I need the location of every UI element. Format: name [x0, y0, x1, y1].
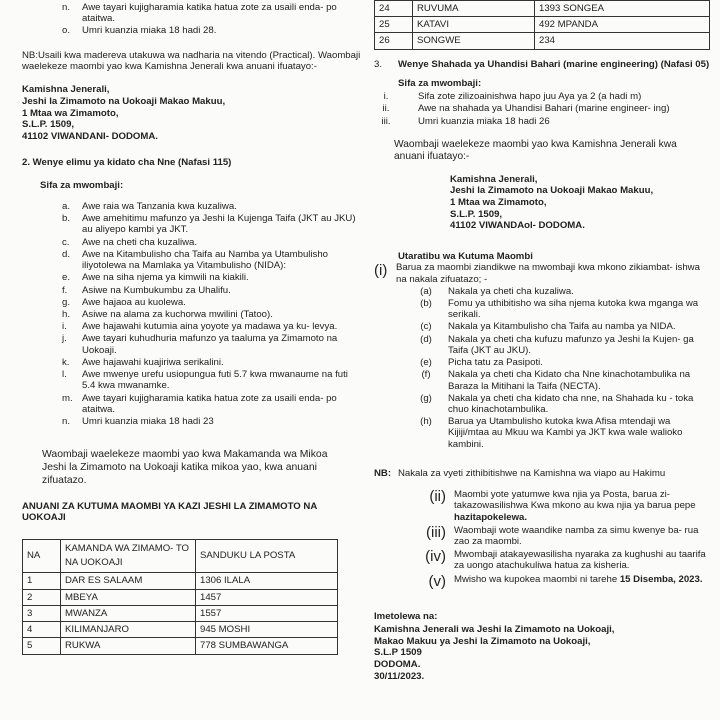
list-item — [374, 321, 710, 332]
table-cell: 1 — [23, 573, 61, 589]
list-item — [22, 321, 362, 332]
item-key: e. — [62, 272, 71, 284]
item-text: Awe raia wa Tanzania kwa kuzaliwa. — [82, 201, 237, 213]
list-item — [22, 309, 362, 320]
table-row — [375, 17, 710, 33]
address-line: Kamishna Jenerali, — [22, 84, 110, 96]
address-line: S.L.P. 1509, — [450, 208, 503, 220]
item-text: Umri kuanzia miaka 18 hadi 26 — [418, 115, 550, 127]
rule-number: (i) — [374, 262, 388, 280]
item-key: (e) — [420, 357, 432, 369]
rule-number: (iv) — [425, 548, 446, 566]
section-heading: Wenye Shahada ya Uhandisi Bahari (marine engineering) (Nafasi 05) — [398, 58, 710, 70]
rule-number: (v) — [428, 572, 446, 590]
rule-text-wrap — [454, 489, 710, 523]
list-item — [22, 393, 362, 415]
table-cell: 5 — [23, 638, 61, 654]
table-cell: 2 — [23, 589, 61, 605]
list-item — [22, 25, 362, 36]
item-key: (g) — [420, 392, 432, 404]
table-cell: 24 — [375, 1, 413, 17]
table-cell: 26 — [375, 33, 413, 49]
list-item — [374, 549, 710, 571]
item-text: Awe tayari kuhudhuria mafunzo ya taaluma ya Zimamoto na Uokoaji. — [82, 333, 338, 356]
address-line: 41102 VIWANDAol- DODOMA. — [450, 220, 585, 232]
address-block — [374, 174, 710, 233]
list-item — [374, 574, 710, 589]
item-key: c. — [62, 236, 70, 248]
list-item — [374, 369, 710, 391]
item-key: (b) — [420, 298, 432, 310]
table-cell: 492 MPANDA — [535, 17, 710, 33]
list-item — [22, 416, 362, 427]
list-item — [374, 525, 710, 547]
item-key: a. — [62, 201, 71, 213]
issuer-line: DODOMA. — [374, 658, 421, 670]
rule-text-wrap — [454, 525, 710, 547]
list-item — [22, 333, 362, 355]
list-item — [374, 116, 710, 127]
item-text: Sifa zote zilizoainishwa hapo juu Aya ya 2 (a hadi m) — [418, 91, 642, 103]
address-line: 41102 VIWANDANI- DODOMA. — [22, 130, 158, 142]
item-text: Awe na Kitambulisho cha Taifa au Namba ya Utambulisho iliyotolewa na Mamlaka ya Vitambulisho (NIDA): — [82, 248, 329, 272]
address-line: 1 Mtaa wa Zimamoto, — [22, 107, 119, 119]
rule-text: Maombi yote yatumwe kwa njia ya Posta, barua zi- takazowasilishwa Kwa mkono au kwa njia ya barua pepe — [454, 489, 696, 512]
table-header: NA — [23, 539, 61, 573]
address-line: Jeshi la Zimamoto na Uokoaji Makao Makuu, — [22, 95, 226, 107]
utaratibu-heading: Utaratibu wa Kutuma Maombi — [398, 251, 533, 263]
nb-note: NB:Usaili kwa madereva utakuwa wa nadharia na vitendo (Practical). Waombaji waelekeze maombi yao kwa Kamishna Jenerali kwa anuani ifuatayo:- — [22, 49, 361, 72]
issuer-block — [374, 624, 710, 683]
item-text: Awe hajawahi kutumia aina yoyote ya madawa ya ku- levya. — [82, 321, 338, 333]
address-line: Kamishna Jenerali, — [450, 173, 538, 185]
item-key: g. — [62, 296, 71, 308]
item-text: Awe tayari kujigharamia katika hatua zote za usaili enda- po ataitwa. — [82, 2, 337, 25]
right-column — [374, 0, 710, 682]
list-item — [22, 369, 362, 391]
rule-text: Mwisho wa kupokea maombi ni tarehe — [454, 573, 620, 585]
list-item — [374, 286, 710, 297]
table-cell: 25 — [375, 17, 413, 33]
item-text: Asiwe na Kumbukumbu za Uhalifu. — [82, 284, 231, 296]
nb-note — [374, 468, 710, 479]
item-key: iii. — [381, 115, 391, 127]
item-key: h. — [62, 309, 71, 321]
item-key: (h) — [420, 416, 432, 428]
rule-text: Mwombaji atakayewasilisha nyaraka za kughushi au taarifa za uongo atachukuliwa hatua za kisheria. — [454, 549, 706, 572]
list-item — [374, 357, 710, 368]
item-text: Awe na shahada ya Uhandisi Bahari (marine engineer- ing) — [418, 103, 670, 115]
table-cell: 1557 — [196, 605, 338, 621]
address-line: Jeshi la Zimamoto na Uokoaji Makao Makuu, — [450, 185, 654, 197]
item-text: Asiwe na alama za kuchorwa mwilini (Tatoo). — [82, 309, 273, 321]
item-text: Awe amehitimu mafunzo ya Jeshi la Kujenga Taifa (JKT au JKU) au aliyepo kambi ya JKT. — [82, 213, 356, 236]
item-key: (f) — [421, 369, 431, 381]
list-item — [374, 334, 710, 356]
item-key: d. — [62, 248, 71, 260]
documents-list — [374, 286, 710, 450]
list-item — [22, 237, 362, 248]
utaratibu-intro — [374, 262, 710, 284]
section-heading: 2. Wenye elimu ya kidato cha Nne (Nafasi 115) — [22, 156, 232, 168]
item-key: (a) — [420, 285, 432, 297]
item-text: Nakala ya cheti cha kuzaliwa. — [448, 285, 574, 297]
issuer-line: Kamishna Jenerali wa Jeshi la Zimamoto na Uokoaji, — [374, 623, 615, 635]
item-key: (d) — [420, 333, 432, 345]
issuer-line: S.L.P 1509 — [374, 647, 422, 659]
sifa-heading: Sifa za mwombaji: — [40, 179, 124, 191]
item-key: i. — [383, 91, 389, 103]
item-text: Nakala ya cheti cha Kidato cha Nne kinachotambulika na Baraza la Mitihani la Taifa (NECTA). — [448, 369, 691, 392]
direct-instruction: Waombaji waelekeze maombi yao kwa Kamishna Jenerali kwa anuani ifuatayo:- — [394, 138, 677, 163]
item-key: o. — [62, 25, 71, 37]
list-item — [22, 2, 362, 24]
nb-text: Nakala za vyeti zithibitishwe na Kamishna wa viapo au Hakimu — [398, 467, 666, 479]
rule-number: (ii) — [429, 488, 446, 506]
rule-emphasis: 15 Disemba, 2023. — [619, 573, 703, 585]
item-text: Fomu ya uthibitisho wa siha njema kutoka kwa mganga wa serikali. — [448, 298, 699, 321]
item-key: ii. — [382, 103, 390, 115]
table-cell: RUKWA — [61, 638, 196, 654]
section-number: 3. — [374, 58, 383, 70]
item-key: m. — [62, 392, 73, 404]
table-row — [23, 589, 338, 605]
list-item — [22, 213, 362, 235]
table-cell: SONGWE — [413, 33, 535, 49]
item-key: (c) — [420, 321, 432, 333]
table-cell: 1457 — [196, 589, 338, 605]
issued-label: Imetolewa na: — [374, 610, 438, 622]
address-line: 1 Mtaa wa Zimamoto, — [450, 197, 547, 209]
table-cell: 1393 SONGEA — [535, 1, 710, 17]
rule-number: (iii) — [426, 523, 446, 541]
nb-label: NB: — [374, 467, 392, 479]
item-text: Nakala ya cheti cha kufuzu mafunzo ya Jeshi la Kujen- ga Taifa (JKT au JKU). — [448, 333, 694, 356]
table-cell: KILIMANJARO — [61, 622, 196, 638]
issuer-line: Makao Makuu ya Jeshi la Zimamoto na Uokoaji, — [374, 635, 591, 647]
table-header-row — [23, 539, 338, 573]
table-cell: MWANZA — [61, 605, 196, 621]
table-cell: KATAVI — [413, 17, 535, 33]
list-item — [22, 285, 362, 296]
closing-instruction: Waombaji waelekeze maombi yao kwa Makamanda wa Mikoa Jeshi la Zimamoto na Uokoaji katika mikoa yao, kwa anuani zifuatazo. — [42, 449, 328, 486]
table-cell: 778 SUMBAWANGA — [196, 638, 338, 654]
address-table-continued — [374, 0, 710, 50]
list-item — [374, 393, 710, 415]
table-header: SANDUKU LA POSTA — [196, 539, 338, 573]
item-text: Nakala ya Kitambulisho cha Taifa au namba ya NIDA. — [448, 321, 676, 333]
table-cell: 4 — [23, 622, 61, 638]
sifa-heading: Sifa za mwombaji: — [398, 77, 482, 89]
item-text: Picha tatu za Pasipoti. — [448, 357, 543, 369]
list-item — [374, 103, 710, 114]
list-item — [374, 298, 710, 320]
item-key: n. — [62, 2, 71, 13]
list-item — [22, 249, 362, 271]
list-item — [22, 357, 362, 368]
item-key: i. — [62, 321, 67, 333]
rule-text-wrap — [454, 574, 710, 589]
table-cell: RUVUMA — [413, 1, 535, 17]
address-block — [22, 84, 362, 143]
list-item — [22, 297, 362, 308]
table-row — [23, 622, 338, 638]
address-line: S.L.P. 1509, — [22, 119, 75, 131]
item-key: j. — [62, 333, 67, 345]
table-cell: MBEYA — [61, 589, 196, 605]
list-item — [374, 489, 710, 523]
item-key: l. — [62, 369, 67, 381]
table-row — [23, 605, 338, 621]
table-row — [23, 638, 338, 654]
table-cell: 1306 ILALA — [196, 573, 338, 589]
item-text: Awe hajaoa au kuolewa. — [82, 296, 186, 308]
item-text: Nakala ya cheti cha kidato cha nne, na Shahada ku - toka chuo kinachotambulika. — [448, 392, 694, 415]
table-header: KAMANDA WA ZIMAMO- TO NA UOKOAJI — [61, 539, 196, 573]
issuer-line: 30/11/2023. — [374, 670, 425, 682]
list-item — [22, 272, 362, 283]
utaratibu-text: Barua za maombi ziandikwe na mwombaji kwa mkono zikiambat- ishwa na nakala zifuatazo; - — [396, 262, 700, 285]
item-text: Awe hajawahi kuajiriwa serikalini. — [82, 356, 224, 368]
table-row — [375, 1, 710, 17]
list-item — [374, 91, 710, 102]
item-text: Umri kuanzia miaka 18 hadi 23 — [82, 415, 214, 427]
table-cell: 234 — [535, 33, 710, 49]
item-text: Barua ya Utambulisho kutoka kwa Afisa mtendaji wa Kijiji/mtaa au Mkuu wa Kambi ya JKT kwa wale walioko kambini. — [448, 416, 683, 450]
list-item — [374, 416, 710, 450]
rules-list — [374, 489, 710, 589]
address-table — [22, 539, 338, 655]
table-row — [23, 573, 338, 589]
rule-text-wrap — [454, 549, 710, 571]
table-cell: 945 MOSHI — [196, 622, 338, 638]
item-text: Awe na siha njema ya kimwili na kiakili. — [82, 272, 249, 284]
table-cell: DAR ES SALAAM — [61, 573, 196, 589]
item-key: n. — [62, 415, 71, 427]
rule-emphasis: hazitapokelewa. — [454, 511, 528, 523]
section-3-heading-row — [374, 59, 710, 70]
item-key: k. — [62, 356, 70, 368]
list-item — [22, 201, 362, 212]
table-cell: 3 — [23, 605, 61, 621]
left-column — [22, 2, 362, 655]
item-text: Awe tayari kujigharamia katika hatua zote za usaili enda- po ataitwa. — [82, 392, 337, 415]
requirements-list — [374, 91, 710, 127]
item-text: Awe na cheti cha kuzaliwa. — [82, 236, 198, 248]
item-key: f. — [62, 284, 68, 296]
item-key: b. — [62, 213, 71, 225]
table-title: ANUANI ZA KUTUMA MAOMBI YA KAZI JESHI LA ZIMAMOTO NA UOKOAJI — [22, 501, 317, 524]
item-text: Awe mwenye urefu usiopungua futi 5.7 kwa mwanaume na futi 5.4 kwa mwanamke. — [82, 369, 348, 392]
item-text: Umri kuanzia miaka 18 hadi 28. — [82, 25, 217, 37]
table-row — [375, 33, 710, 49]
rule-text: Waombaji wote waandike namba za simu kwenye ba- rua zao za maombi. — [454, 524, 699, 547]
requirements-list — [22, 201, 362, 427]
